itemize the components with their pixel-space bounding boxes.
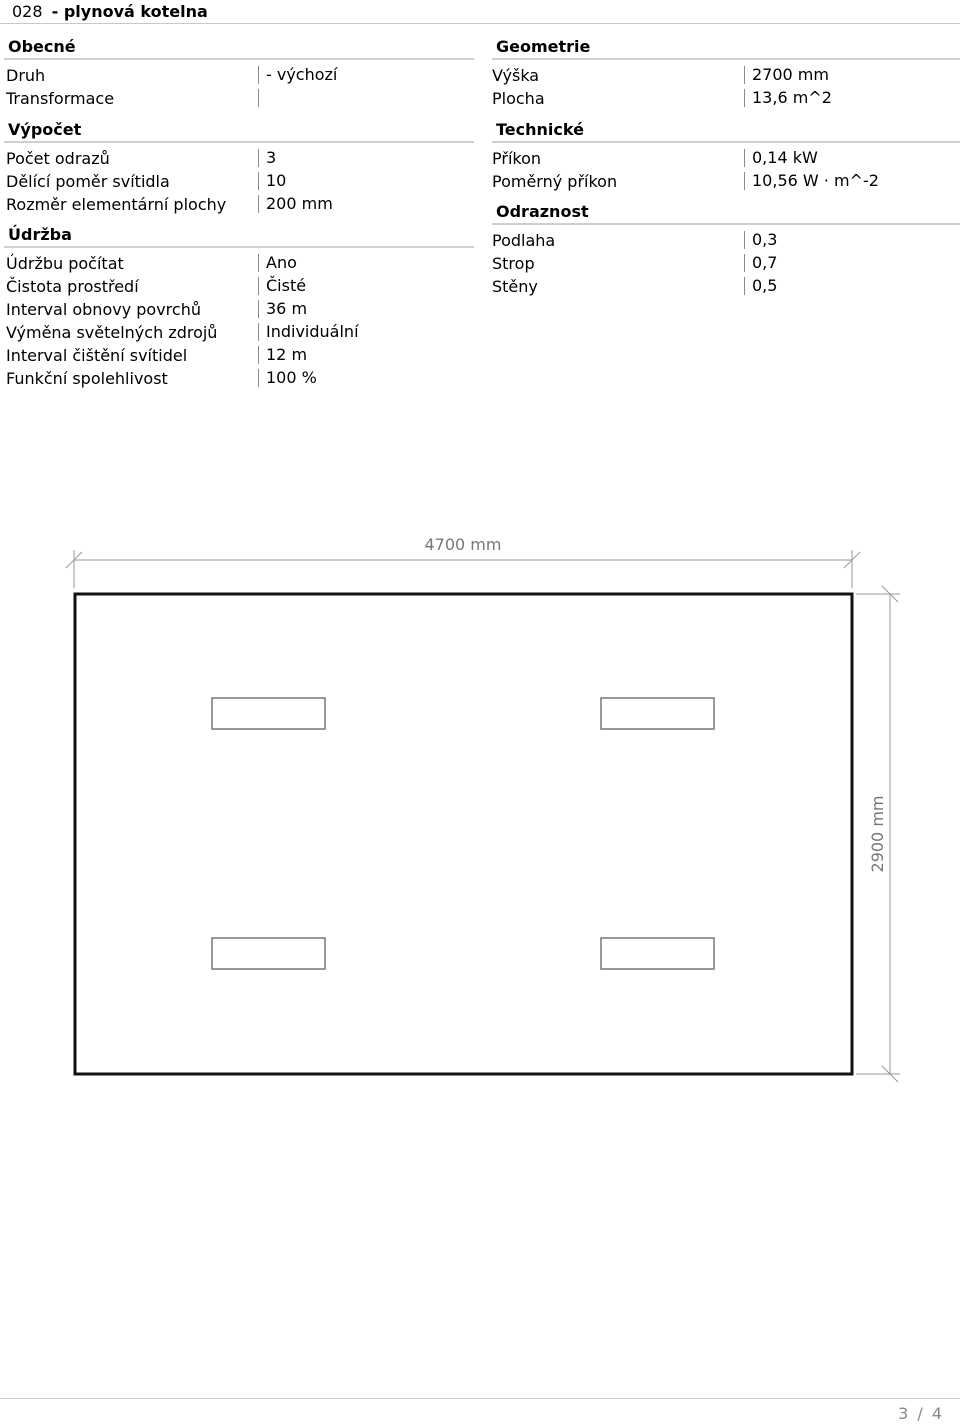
row-prikon <box>492 147 952 170</box>
row-vyska <box>492 64 952 87</box>
row-label: Strop <box>492 254 535 273</box>
row-label: Podlaha <box>492 231 556 250</box>
luminaire-4 <box>601 938 714 969</box>
luminaire-3 <box>212 938 325 969</box>
width-dimension <box>66 550 860 588</box>
row-value: 10,56 W · m^-2 <box>744 172 879 190</box>
row-value <box>258 89 266 107</box>
footer-divider <box>0 1398 960 1399</box>
row-label: Interval obnovy povrchů <box>6 300 201 319</box>
row-label: Poměrný příkon <box>492 172 618 191</box>
row-label: Údržbu počítat <box>6 254 124 273</box>
row-value: 200 mm <box>258 195 333 213</box>
luminaire-1 <box>212 698 325 729</box>
row-label: Čistota prostředí <box>6 277 139 296</box>
row-value: 10 <box>258 172 286 190</box>
row-value: Individuální <box>258 323 359 341</box>
row-label: Funkční spolehlivost <box>6 369 168 388</box>
row-value: 0,7 <box>744 254 777 272</box>
row-cistota <box>6 275 466 298</box>
row-label: Příkon <box>492 149 542 168</box>
row-label: Plocha <box>492 89 545 108</box>
row-druh <box>6 64 466 87</box>
page-number: 3 / 4 <box>898 1404 944 1423</box>
row-value: 13,6 m^2 <box>744 89 832 107</box>
row-udrzbu-pocitat <box>6 252 466 275</box>
row-value: 2700 mm <box>744 66 829 84</box>
row-value: Ano <box>258 254 297 272</box>
room-outline <box>75 594 852 1074</box>
luminaire-2 <box>601 698 714 729</box>
section-odraznost: Odraznost <box>492 201 960 223</box>
room-number: 028 <box>12 2 43 21</box>
row-value: - výchozí <box>258 66 337 84</box>
row-interval-cisteni <box>6 344 466 367</box>
row-label: Interval čištění svítidel <box>6 346 188 365</box>
row-value: 100 % <box>258 369 317 387</box>
row-value: 36 m <box>258 300 307 318</box>
row-transformace <box>6 87 466 110</box>
floor-plan <box>0 520 960 1100</box>
row-value: 0,5 <box>744 277 777 295</box>
row-plocha <box>492 87 952 110</box>
report-title <box>12 2 208 22</box>
section-udrzba: Údržba <box>4 224 474 246</box>
row-delici-pomer <box>6 170 466 193</box>
row-value: 3 <box>258 149 276 167</box>
row-label: Stěny <box>492 277 538 296</box>
row-label: Výměna světelných zdrojů <box>6 323 218 342</box>
row-strop <box>492 252 952 275</box>
row-interval-obnovy <box>6 298 466 321</box>
row-pocet-odrazu <box>6 147 466 170</box>
row-label: Rozměr elementární plochy <box>6 195 227 214</box>
section-geometrie: Geometrie <box>492 36 960 58</box>
row-label: Výška <box>492 66 540 85</box>
room-name: - plynová kotelna <box>51 2 208 21</box>
row-spolehlivost <box>6 367 466 390</box>
row-label: Počet odrazů <box>6 149 110 168</box>
section-technicke: Technické <box>492 119 960 141</box>
section-obecne: Obecné <box>4 36 474 58</box>
row-value: 0,14 kW <box>744 149 818 167</box>
row-podlaha <box>492 229 952 252</box>
row-value: 0,3 <box>744 231 777 249</box>
row-label: Dělící poměr svítidla <box>6 172 170 191</box>
width-label: 4700 mm <box>424 535 502 554</box>
row-label: Druh <box>6 66 46 85</box>
row-pomerny-prikon <box>492 170 952 193</box>
row-value: Čisté <box>258 277 306 295</box>
row-rozmer-plochy <box>6 193 466 216</box>
row-value: 12 m <box>258 346 307 364</box>
row-label: Transformace <box>6 89 115 108</box>
header-divider <box>0 23 960 24</box>
row-steny <box>492 275 952 298</box>
section-vypocet: Výpočet <box>4 119 474 141</box>
row-vymena-zdroju <box>6 321 466 344</box>
height-label: 2900 mm <box>868 795 887 873</box>
